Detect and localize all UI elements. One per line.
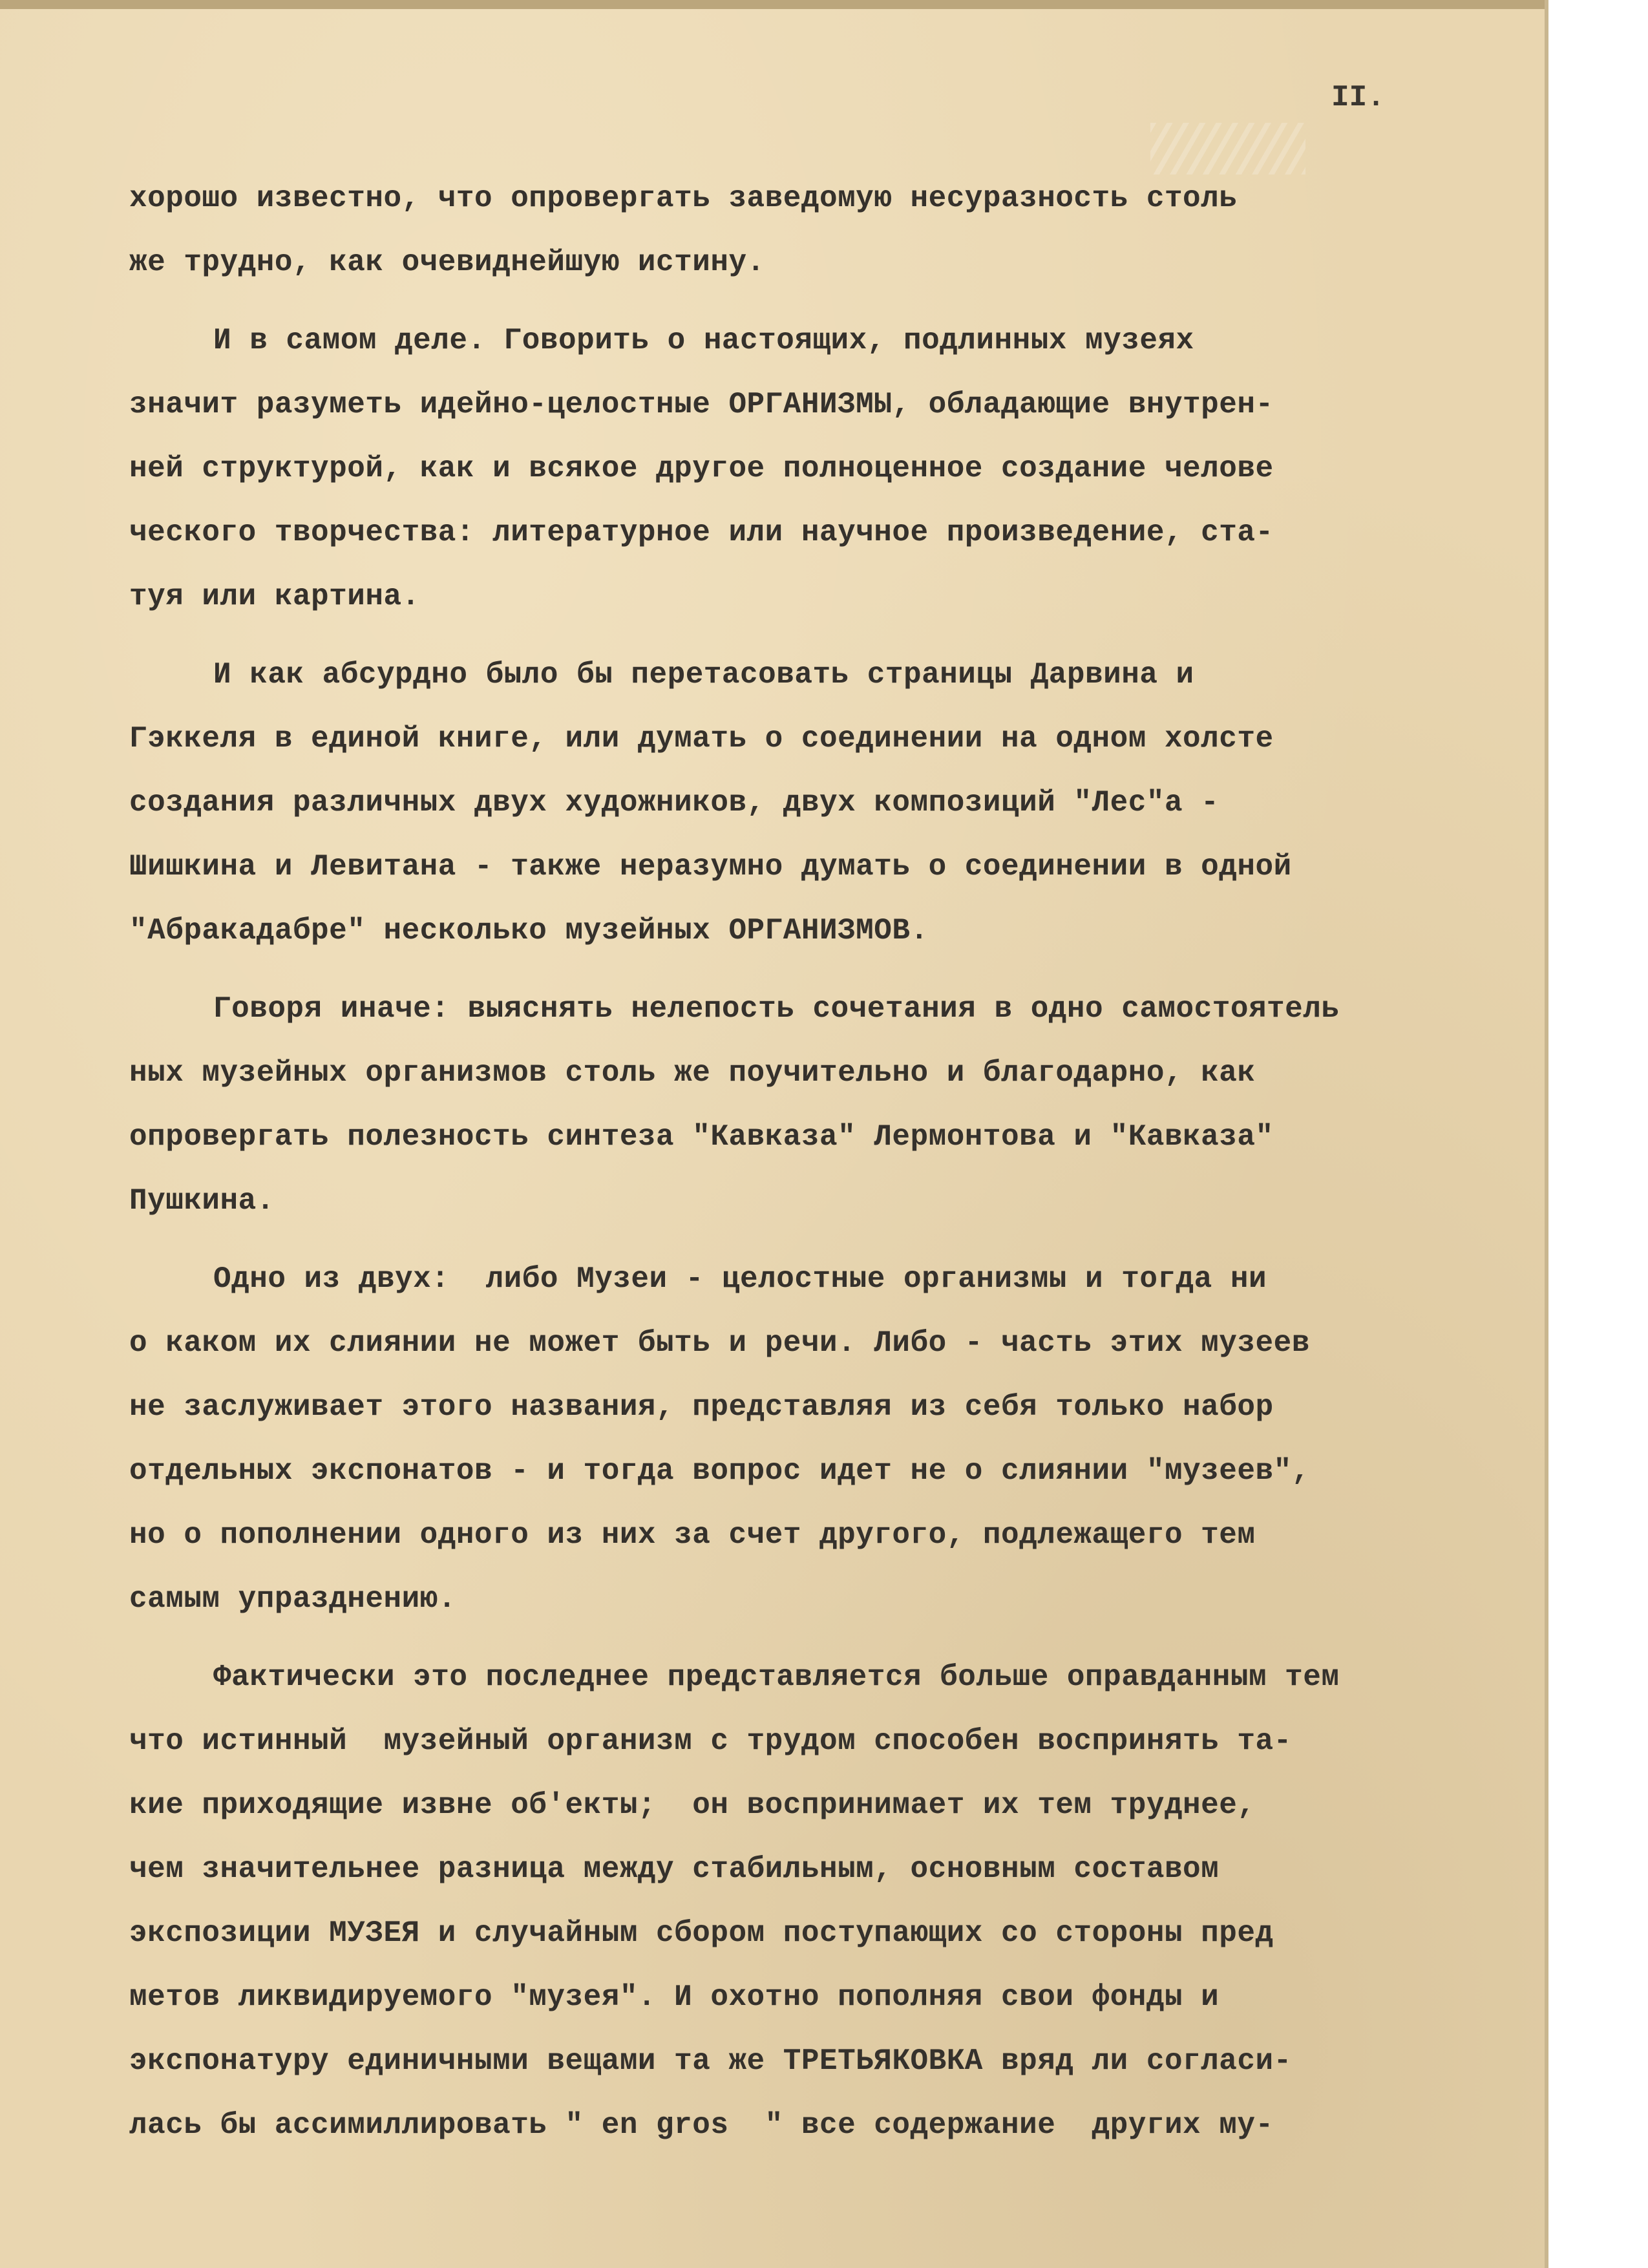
text-line: чем значительнее разница между стабильным, основным составом — [129, 1852, 1220, 1886]
text-line: ческого творчества: литературное или научное произведение, ста- — [129, 516, 1274, 549]
text-line: И как абсурдно было бы перетасовать страницы Дарвина и — [213, 658, 1194, 692]
paragraph — [129, 167, 1545, 295]
paragraph — [129, 1646, 1545, 2157]
text-line: ней структурой, как и всякое другое полноценное создание челове — [129, 452, 1274, 485]
text-line: Одно из двух: либо Музеи - целостные организмы и тогда ни — [213, 1262, 1267, 1296]
text-line: ных музейных организмов столь же поучительно и благодарно, как — [129, 1056, 1256, 1090]
paragraph — [129, 309, 1545, 629]
text-line: Гэккеля в единой книге, или думать о соединении на одном холсте — [129, 722, 1274, 756]
paragraph — [129, 643, 1545, 963]
page-number: II. — [1331, 81, 1385, 114]
paragraph — [129, 977, 1545, 1233]
text-line: Фактически это последнее представляется больше оправданным тем — [213, 1660, 1340, 1694]
text-line: Говоря иначе: выяснять нелепость сочетания в одно самостоятель — [213, 992, 1340, 1026]
text-line: значит разуметь идейно-целостные ОРГАНИЗМЫ, обладающие внутрен- — [129, 388, 1274, 421]
text-line: что истинный музейный организм с трудом способен воспринять та- — [129, 1724, 1292, 1758]
text-line: но о пополнении одного из них за счет другого, подлежащего тем — [129, 1518, 1256, 1552]
text-line: Шишкина и Левитана - также неразумно думать о соединении в одной — [129, 850, 1292, 884]
text-line: экспонатуру единичными вещами та же ТРЕТЬЯКОВКА вряд ли согласи- — [129, 2044, 1292, 2078]
text-line: опровергать полезность синтеза "Кавказа" Лермонтова и "Кавказа" — [129, 1120, 1274, 1154]
text-line: метов ликвидируемого "музея". И охотно пополняя свои фонды и — [129, 1980, 1220, 2014]
text-line: туя или картина. — [129, 580, 420, 613]
text-line: отдельных экспонатов - и тогда вопрос идет не о слиянии "музеев", — [129, 1454, 1310, 1488]
text-line: Пушкина. — [129, 1184, 275, 1218]
text-line: не заслуживает этого названия, представляя из себя только набор — [129, 1390, 1274, 1424]
text-line: самым упразднению. — [129, 1582, 456, 1616]
text-line: хорошо известно, что опровергать заведомую несуразность столь — [129, 182, 1238, 215]
text-line: "Абракадабре" несколько музейных ОРГАНИЗМОВ. — [129, 914, 929, 948]
text-line: создания различных двух художников, двух композиций "Лес"а - — [129, 786, 1220, 820]
text-line: о каком их слиянии не может быть и речи. Либо - часть этих музеев — [129, 1326, 1310, 1360]
paper-right-edge — [1545, 0, 1548, 2268]
text-line: лась бы ассимиллировать " en gros " все содержание других му- — [129, 2108, 1274, 2142]
top-edge-shadow — [0, 0, 1545, 9]
text-line: экспозиции МУЗЕЯ и случайным сбором поступающих со стороны пред — [129, 1916, 1274, 1950]
text-line: кие приходящие извне об'екты; он воспринимает их тем труднее, — [129, 1788, 1256, 1822]
typed-text-body — [129, 167, 1545, 2172]
text-line: И в самом деле. Говорить о настоящих, подлинных музеях — [213, 324, 1194, 357]
paragraph — [129, 1247, 1545, 1631]
text-line: же трудно, как очевиднейшую истину. — [129, 246, 765, 279]
